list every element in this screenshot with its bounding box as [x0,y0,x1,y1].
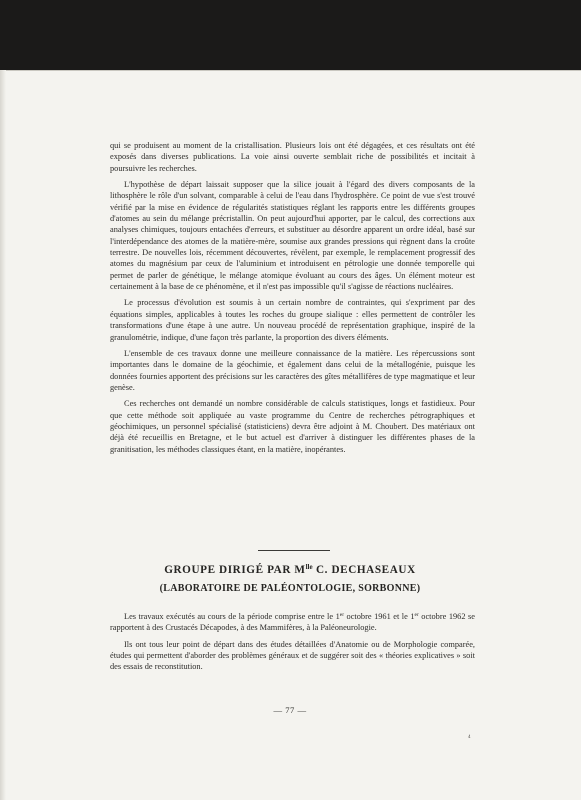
section-divider [258,550,330,551]
scanner-background [0,0,581,78]
text-run: octobre 1962 se rapportent à des Crustacés Décapodes, à des Mammifères, à la Paléoneurologie. [110,612,475,633]
paragraph-hypothesis: L'hypothèse de départ laissait supposer que la silice jouait à l'égard des divers composants de la lithosphère le rôle d'un solvant, comparable à celui de l'eau dans l'hydrosphère. Ce point de vue s'est trouvé vérifié par la mise en évidence de régularités statistiques réglant les rapports entre les différents groupes d'atomes au sein du mélange précristallin. On peut aujourd'hui apporter, par le calcul, des corrections aux analyses chimiques, toujours entachées d'erreurs, et substituer au désordre apparent un ordre idéal, basé sur l'interdépendance des atomes de la matière-mère, soumise aux grandes pressions qui règnent dans la croûte terrestre. De nouvelles lois, récemment découvertes, révèlent, par exemple, le remplacement progressif des atomes du magnésium par ceux de l'aluminium et introduisent en pétrologie une donnée temporelle qui permet de parler de génétique, le mélange atomique évoluant au cours des âges. Un élément moteur est certainement à la base de ce phénomène, et il n'est pas impossible qu'il s'agisse de réactions nucléaires. [110,180,475,292]
body-text-top [110,140,475,460]
section-subheading: (LABORATOIRE DE PALÉONTOLOGIE, SORBONNE) [159,583,421,594]
body-text-bottom [110,611,475,678]
paragraph-continuation: qui se produisent au moment de la cristallisation. Plusieurs lois ont été dégagées, et ces résultats ont été exposés dans diverses publications. La voie ainsi ouverte semblait riche de possibilités et incitait à poursuivre les recherches. [110,141,475,173]
text-run: octobre 1961 et le 1 [344,612,415,621]
heading-name: C. DECHASEAUX [312,564,416,576]
paragraph-research: Ces recherches ont demandé un nombre considérable de calculs statistiques, longs et fastidieux. Pour que cette méthode soit appliquée au vaste programme du Centre de recherches pétrographiques et géochimiques, un personnel spécialisé (statisticiens) devra être adjoint à M. Choubert. Des matériaux ont déjà été recueillis en Bretagne, et le but actuel est d'arriver à distinguer les différentes phases de la granitisation, les méthodes classiques étant, en la matière, inopérantes. [110,399,475,454]
paragraph-knowledge: L'ensemble de ces travaux donne une meilleure connaissance de la matière. Les répercussions sont importantes dans le domaine de la géochimie, et également dans celui de la métallogénie, puisque les données fournies apportent des précisions sur les caractères des gîtes métallifères de type magmatique et leur genèse. [110,348,475,392]
heading-superscript: lle [305,563,313,571]
text-run: Les travaux exécutés au cours de la période comprise entre le 1 [124,612,340,621]
heading-text: GROUPE DIRIGÉ PAR M [164,564,306,576]
section-heading [90,563,490,576]
page-edge [0,70,6,800]
paragraph-evolution: Le processus d'évolution est soumis à un certain nombre de contraintes, qui s'expriment par des équations simples, applicables à toutes les roches du groupe sialique : elles permettent de contrôler les transformations d'une étape à une autre. Un nouveau procédé de représentation graphique, inspiré de la granulométrie, indique, d'une façon très parlante, la proportion des divers éléments. [110,298,475,342]
corner-mark: 4 [468,735,471,740]
superscript: er [339,612,345,618]
superscript: er [414,612,419,618]
paragraph-studies: Ils ont tous leur point de départ dans des études détaillées d'Anatomie ou de Morphologie comparée, études qui permettent d'aborder des problèmes généraux et de suggérer soit des « théories explicatives » soit des essais de reconstitution. [110,639,475,672]
paragraph-works [110,611,475,634]
page-number: — 77 — [273,705,307,715]
